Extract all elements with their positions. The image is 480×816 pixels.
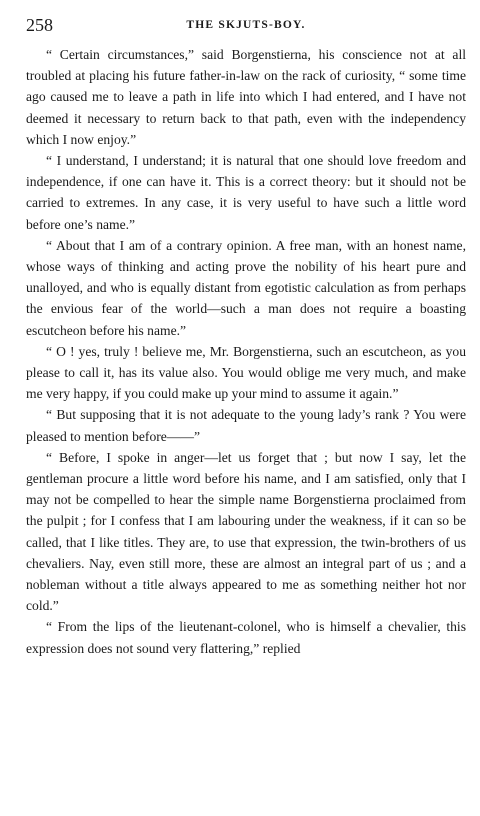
paragraph: “ O ! yes, truly ! believe me, Mr. Borgenstierna, such an escutcheon, as you please to call it, has its value also. You would oblige me very much, and make me very happy, if you could make up your mind to assume it again.” (26, 343, 466, 402)
body-text (26, 44, 466, 659)
running-head: THE SKJUTS-BOY. (186, 19, 306, 31)
paragraph: “ Before, I spoke in anger—let us forget that ; but now I say, let the gentleman procure a little word before his name, and I am satisfied, only that I may not be compelled to hear the simple name Borgenstierna proclaimed from the pulpit ; for I confess that I am labouring under the weakness, if it can so be called, that I like titles. They are, to use that expression, the twin-brothers of us chevaliers. Nay, even still more, these are almost an integral part of us ; and a nobleman without a title always appeared to me as something neither hot nor cold.” (26, 449, 466, 614)
book-page (26, 14, 466, 659)
paragraph: “ Certain circumstances,” said Borgenstierna, his conscience not at all troubled at placing his future father-in-law on the rack of curiosity, “ some time ago caused me to leave a path in life into which I had entered, and I have not deemed it necessary to return back to that path, even with the independency which I now enjoy.” (26, 47, 466, 147)
paragraph: “ But supposing that it is not adequate to the young lady’s rank ? You were pleased to mention before——” (26, 407, 466, 444)
page-header (26, 14, 466, 38)
paragraph: “ I understand, I understand; it is natural that one should love freedom and independence, if one can have it. This is a correct theory: but it should not be carried to extremes. In any case, it is very useful to have such a little word before one’s name.” (26, 153, 466, 232)
paragraph: “ About that I am of a contrary opinion. A free man, with an honest name, whose ways of thinking and acting prove the nobility of his heart pure and unalloyed, and who is equally distant from egotistic calculation as from perhaps the envious fear of the world—such a man does not require a boasting escutcheon before his name.” (26, 237, 466, 338)
paragraph: “ From the lips of the lieutenant-colonel, who is himself a chevalier, this expression does not sound very flattering,” replied (26, 619, 466, 656)
page-number: 258 (26, 15, 53, 35)
